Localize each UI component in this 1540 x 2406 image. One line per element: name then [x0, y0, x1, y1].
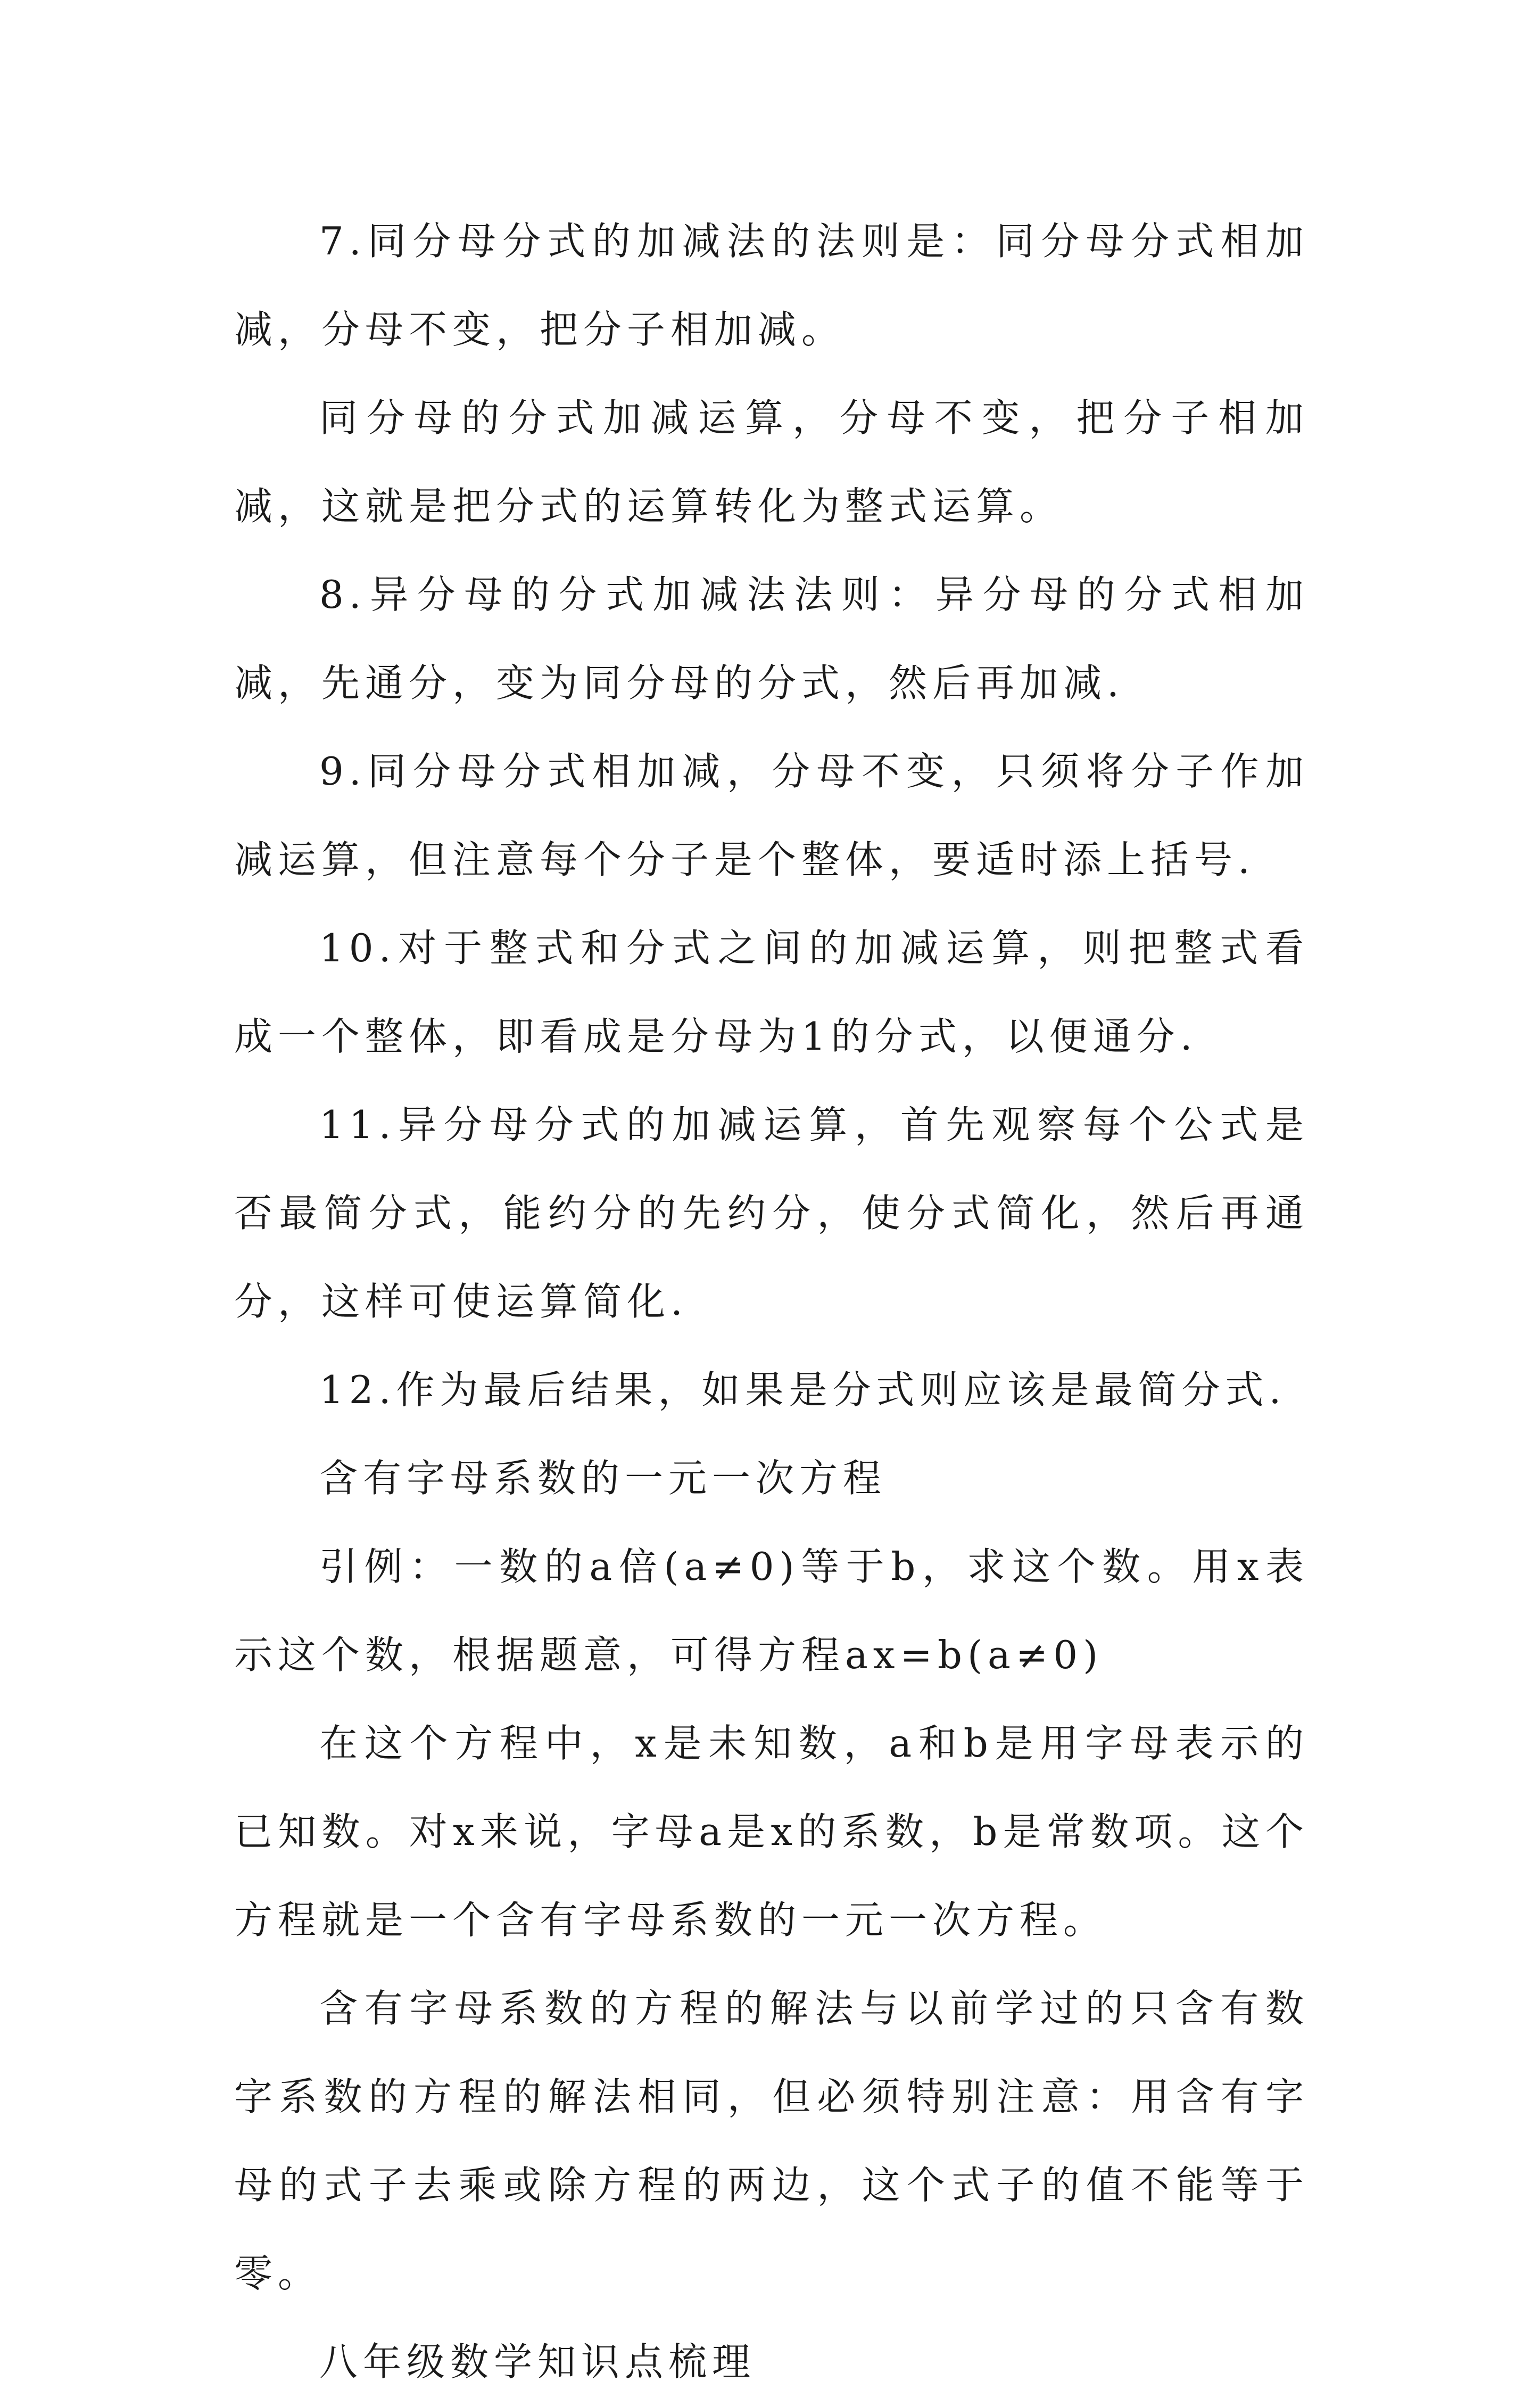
paragraph-solution-method: 含有字母系数的方程的解法与以前学过的只含有数字系数的方程的解法相同，但必须特别注意：用含有字母的式子去乘或除方程的两边，这个式子的值不能等于零。 — [234, 1986, 1309, 2296]
paragraph-rule-10: 10.对于整式和分式之间的加减运算，则把整式看成一个整体，即看成是分母为1的分式，以便通分. — [234, 926, 1309, 1059]
paragraph-example: 引例：一数的a倍(a≠0)等于b，求这个数。用x表示这个数，根据题意，可得方程ax=b(a≠0) — [234, 1544, 1309, 1677]
section-heading-grade8-summary: 八年级数学知识点梳理 — [319, 2339, 756, 2384]
document-body — [234, 197, 1309, 2406]
section-heading-literal-coefficient-equation: 含有字母系数的一元一次方程 — [319, 1456, 887, 1501]
paragraph-rule-7: 7.同分母分式的加减法的法则是：同分母分式相加减，分母不变，把分子相加减。 — [234, 219, 1309, 352]
paragraph-rule-9: 9.同分母分式相加减，分母不变，只须将分子作加减运算，但注意每个分子是个整体，要适时添上括号. — [234, 749, 1309, 882]
paragraph-same-denominator-note: 同分母的分式加减运算，分母不变，把分子相加减，这就是把分式的运算转化为整式运算。 — [234, 395, 1309, 529]
paragraph-rule-12: 12.作为最后结果，如果是分式则应该是最简分式. — [319, 1367, 1287, 1412]
paragraph-rule-11: 11.异分母分式的加减运算，首先观察每个公式是否最简分式，能约分的先约分，使分式简化，然后再通分，这样可使运算简化. — [234, 1102, 1309, 1324]
paragraph-equation-explanation: 在这个方程中，x是未知数，a和b是用字母表示的已知数。对x来说，字母a是x的系数，b是常数项。这个方程就是一个含有字母系数的一元一次方程。 — [234, 1721, 1309, 1942]
paragraph-rule-8: 8.异分母的分式加减法法则：异分母的分式相加减，先通分，变为同分母的分式，然后再加减. — [234, 572, 1309, 705]
